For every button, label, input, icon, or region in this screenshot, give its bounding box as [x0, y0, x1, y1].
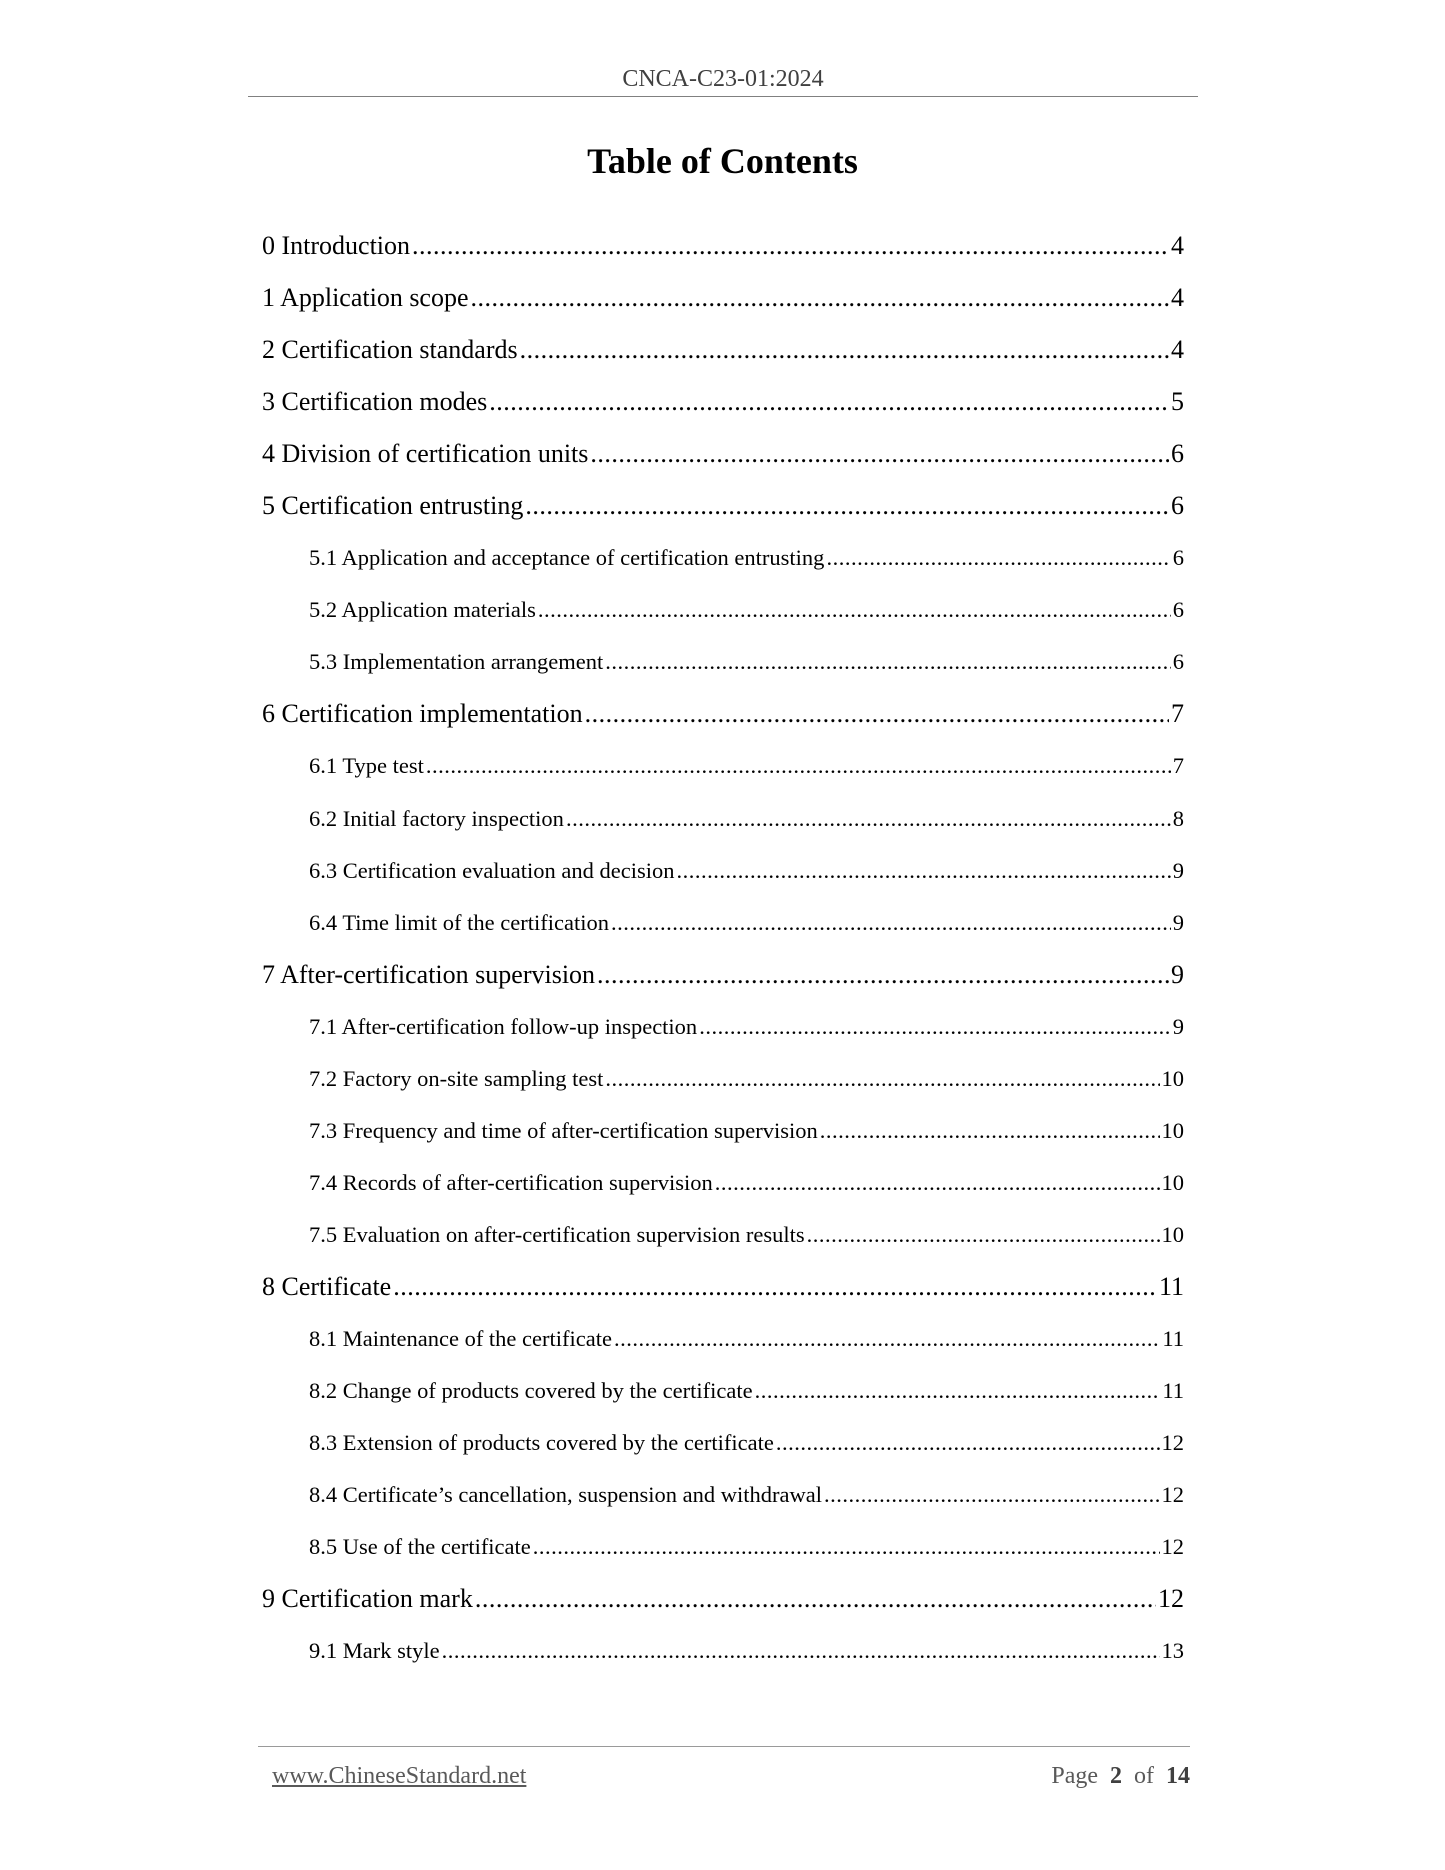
toc-entry-label: 8.2 Change of products covered by the certificate: [309, 1378, 753, 1404]
toc-entry-page-number: 10: [1161, 1117, 1184, 1143]
toc-entry-label: 3 Certification modes: [262, 387, 488, 417]
toc-entry-page-number: 10: [1161, 1169, 1184, 1195]
toc-entry-page-number: 9: [1172, 909, 1184, 935]
toc-dot-leader: [715, 1170, 1160, 1196]
toc-subsection-entry[interactable]: [262, 1625, 1184, 1677]
toc-dot-leader: [566, 806, 1171, 832]
toc-dot-leader: [826, 545, 1170, 571]
toc-dot-leader: [475, 1584, 1156, 1614]
toc-dot-leader: [393, 1272, 1157, 1302]
toc-dot-leader: [520, 335, 1169, 365]
toc-dot-leader: [605, 649, 1170, 675]
toc-entry-label: 6.1 Type test: [309, 753, 424, 779]
toc-subsection-entry[interactable]: [262, 845, 1184, 897]
total-page-count: 14: [1166, 1763, 1190, 1789]
toc-dot-leader: [525, 491, 1169, 521]
toc-entry-label: 5 Certification entrusting: [262, 491, 524, 521]
toc-entry-label: 4 Division of certification units: [262, 439, 589, 469]
toc-entry-page-number: 13: [1161, 1638, 1184, 1664]
toc-entry-page-number: 10: [1161, 1221, 1184, 1247]
toc-entry-label: 2 Certification standards: [262, 335, 518, 365]
toc-subsection-entry[interactable]: [262, 584, 1184, 636]
toc-entry-label: 7.3 Frequency and time of after-certification supervision: [309, 1117, 818, 1143]
toc-entry-page-number: 9: [1172, 857, 1184, 883]
toc-subsection-entry[interactable]: [262, 636, 1184, 688]
toc-entry-label: 8.5 Use of the certificate: [309, 1534, 531, 1560]
toc-subsection-entry[interactable]: [262, 1417, 1184, 1469]
toc-subsection-entry[interactable]: [262, 1105, 1184, 1157]
toc-entry-page-number: 6: [1171, 439, 1184, 469]
toc-dot-leader: [471, 283, 1169, 313]
toc-entry-page-number: 4: [1171, 231, 1184, 261]
toc-entry-page-number: 8: [1172, 805, 1184, 831]
toc-entry-label: 8 Certificate: [262, 1271, 392, 1301]
toc-subsection-entry[interactable]: [262, 1209, 1184, 1261]
current-page-number: 2: [1110, 1763, 1122, 1789]
toc-subsection-entry[interactable]: [262, 793, 1184, 845]
toc-entry-page-number: 6: [1171, 491, 1184, 521]
toc-subsection-entry[interactable]: [262, 1157, 1184, 1209]
toc-entry-page-number: 12: [1161, 1482, 1184, 1508]
toc-dot-leader: [755, 1378, 1161, 1404]
toc-entry-label: 7.2 Factory on-site sampling test: [309, 1065, 604, 1091]
toc-subsection-entry[interactable]: [262, 1469, 1184, 1521]
toc-subsection-entry[interactable]: [262, 1313, 1184, 1365]
table-of-contents: [262, 220, 1184, 1677]
toc-entry-page-number: 4: [1171, 283, 1184, 313]
page-footer: [258, 1746, 1190, 1789]
toc-entry-page-number: 10: [1161, 1065, 1184, 1091]
toc-subsection-entry[interactable]: [262, 532, 1184, 584]
toc-dot-leader: [489, 387, 1169, 417]
footer-site-link[interactable]: www.ChineseStandard.net: [272, 1763, 527, 1789]
toc-section-entry[interactable]: [262, 376, 1184, 428]
toc-subsection-entry[interactable]: [262, 1521, 1184, 1573]
toc-entry-label: 5.2 Application materials: [309, 597, 536, 623]
toc-dot-leader: [442, 1638, 1160, 1664]
toc-entry-page-number: 6: [1172, 545, 1184, 571]
toc-entry-page-number: 11: [1162, 1326, 1184, 1351]
toc-dot-leader: [412, 231, 1169, 261]
toc-section-entry[interactable]: [262, 428, 1184, 480]
toc-entry-page-number: 11: [1158, 1271, 1184, 1301]
toc-dot-leader: [611, 910, 1171, 936]
toc-entry-label: 7.4 Records of after-certification supervision: [309, 1169, 713, 1195]
toc-entry-page-number: 12: [1161, 1534, 1184, 1560]
page-title: Table of Contents: [587, 141, 858, 181]
toc-subsection-entry[interactable]: [262, 1001, 1184, 1053]
toc-entry-label: 9.1 Mark style: [309, 1638, 440, 1664]
toc-entry-page-number: 6: [1172, 597, 1184, 623]
toc-dot-leader: [677, 858, 1171, 884]
toc-entry-page-number: 7: [1172, 753, 1184, 779]
toc-dot-leader: [585, 699, 1169, 729]
toc-entry-page-number: 11: [1162, 1378, 1184, 1404]
toc-entry-label: 6.2 Initial factory inspection: [309, 805, 564, 831]
toc-section-entry[interactable]: [262, 688, 1184, 740]
toc-entry-page-number: 12: [1158, 1584, 1184, 1614]
toc-section-entry[interactable]: [262, 1261, 1184, 1313]
toc-section-entry[interactable]: [262, 949, 1184, 1001]
toc-section-entry[interactable]: [262, 220, 1184, 272]
toc-dot-leader: [538, 597, 1171, 623]
toc-entry-label: 5.1 Application and acceptance of certification entrusting: [309, 545, 825, 571]
toc-entry-label: 6.3 Certification evaluation and decision: [309, 857, 675, 883]
toc-section-entry[interactable]: [262, 272, 1184, 324]
toc-entry-label: 7.5 Evaluation on after-certification supervision results: [309, 1221, 805, 1247]
toc-entry-label: 6 Certification implementation: [262, 699, 583, 729]
toc-subsection-entry[interactable]: [262, 1365, 1184, 1417]
toc-entry-page-number: 7: [1171, 699, 1184, 729]
toc-entry-page-number: 5: [1171, 387, 1184, 417]
toc-dot-leader: [590, 439, 1169, 469]
toc-entry-label: 6.4 Time limit of the certification: [309, 909, 609, 935]
toc-entry-page-number: 9: [1172, 1013, 1184, 1039]
toc-dot-leader: [605, 1066, 1159, 1092]
page-header: [248, 62, 1198, 97]
toc-entry-page-number: 4: [1171, 335, 1184, 365]
toc-dot-leader: [776, 1430, 1160, 1456]
toc-dot-leader: [820, 1118, 1160, 1144]
toc-entry-label: 0 Introduction: [262, 231, 411, 261]
toc-entry-label: 8.1 Maintenance of the certificate: [309, 1326, 612, 1351]
footer-page-indicator: [1051, 1761, 1190, 1791]
toc-dot-leader: [824, 1482, 1160, 1508]
toc-entry-label: 7.1 After-certification follow-up inspection: [309, 1013, 698, 1039]
toc-entry-label: 7 After-certification supervision: [262, 959, 596, 989]
of-word: of: [1134, 1763, 1154, 1789]
toc-section-entry[interactable]: [262, 480, 1184, 532]
toc-section-entry[interactable]: [262, 324, 1184, 376]
page-word: Page: [1051, 1763, 1098, 1789]
toc-section-entry[interactable]: [262, 1573, 1184, 1625]
toc-subsection-entry[interactable]: [262, 1053, 1184, 1105]
document-code: CNCA-C23-01:2024: [622, 66, 824, 92]
toc-dot-leader: [426, 753, 1171, 779]
toc-entry-page-number: 12: [1161, 1430, 1184, 1456]
toc-dot-leader: [533, 1534, 1160, 1560]
toc-entry-page-number: 6: [1172, 649, 1184, 675]
toc-entry-label: 8.4 Certificate’s cancellation, suspension and withdrawal: [309, 1482, 822, 1508]
toc-entry-label: 9 Certification mark: [262, 1584, 473, 1614]
toc-dot-leader: [807, 1222, 1160, 1248]
toc-entry-page-number: 9: [1171, 959, 1184, 989]
toc-entry-label: 8.3 Extension of products covered by the certificate: [309, 1430, 774, 1456]
toc-dot-leader: [597, 960, 1169, 990]
toc-dot-leader: [699, 1014, 1171, 1040]
toc-dot-leader: [614, 1326, 1160, 1352]
toc-entry-label: 1 Application scope: [262, 283, 469, 313]
toc-subsection-entry[interactable]: [262, 897, 1184, 949]
toc-subsection-entry[interactable]: [262, 740, 1184, 792]
toc-entry-label: 5.3 Implementation arrangement: [309, 649, 604, 675]
